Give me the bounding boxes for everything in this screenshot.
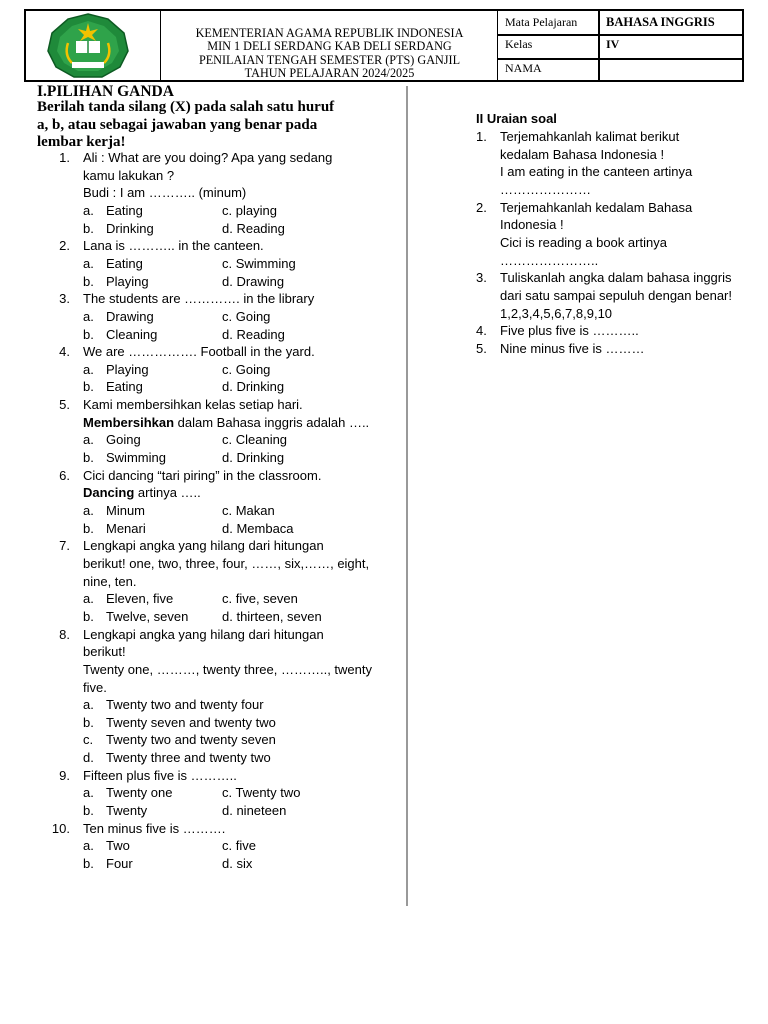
option-letter: b.: [83, 326, 94, 342]
option-text: c. five: [222, 838, 256, 854]
option-text: Eating: [106, 379, 143, 395]
question-number: 4.: [59, 344, 70, 360]
option-letter: a.: [83, 697, 94, 713]
question-text: Fifteen plus five is ………..: [83, 767, 237, 783]
option-text: c. Going: [222, 361, 271, 377]
question-text: Kami membersihkan kelas setiap hari.: [83, 397, 303, 413]
header-line-school: MIN 1 DELI SERDANG KAB DELI SERDANG: [207, 39, 452, 54]
option-letter: c.: [83, 732, 94, 748]
question-number: 3.: [59, 291, 70, 307]
essay-text: Nine minus five is ………: [500, 340, 645, 356]
option-letter: b.: [83, 608, 94, 624]
option-text: d. Reading: [222, 220, 285, 236]
option-letter: b.: [83, 450, 94, 466]
question-text: The students are …………. in the library: [83, 291, 315, 307]
section1-instruction: Berilah tanda silang (X) pada salah satu huruf a, b, atau sebagai jawaban yang benar pada lembar kerja!: [37, 99, 335, 151]
option-text: Menari: [106, 520, 146, 536]
logo-cell: [26, 11, 161, 80]
essay-number: 3.: [476, 270, 487, 286]
question-text: kamu lakukan ?: [83, 167, 175, 183]
header-title: [162, 11, 498, 80]
option-text: Eating: [106, 255, 143, 271]
essay-number: 4.: [476, 323, 487, 339]
option-text: Playing: [106, 361, 149, 377]
option-text: Two: [106, 838, 130, 854]
option-text: Eating: [106, 202, 143, 218]
option-text: d. Reading: [222, 326, 285, 342]
option-text: c. Swimming: [222, 255, 296, 271]
essay-text: Tuliskanlah angka dalam bahasa inggris: [500, 270, 732, 286]
column-divider: [406, 86, 408, 906]
option-letter: a.: [83, 308, 94, 324]
option-text: c. playing: [222, 202, 277, 218]
option-text: c. five, seven: [222, 591, 298, 607]
essay-text: 1,2,3,4,5,6,7,8,9,10: [500, 305, 613, 321]
option-text: Twenty: [106, 803, 148, 819]
option-letter: a.: [83, 202, 94, 218]
essay-text: Terjemahkanlah kalimat berikut: [500, 129, 680, 144]
essay-text: Indonesia !: [500, 217, 564, 233]
option-text: Twenty one: [106, 785, 173, 801]
exam-header: [24, 9, 744, 82]
essay-text: …………………..: [500, 252, 599, 268]
class-label: Kelas: [505, 37, 533, 51]
essay-text: dari satu sampai sepuluh dengan benar!: [500, 287, 732, 303]
subject-value: BAHASA INGGRIS: [606, 15, 715, 29]
option-letter: d.: [83, 750, 94, 766]
option-letter: b.: [83, 803, 94, 819]
option-letter: a.: [83, 591, 94, 607]
question-text: nine, ten.: [83, 573, 137, 589]
option-text: d. Drawing: [222, 273, 285, 289]
option-letter: a.: [83, 503, 94, 518]
option-letter: b.: [83, 273, 94, 289]
kemenag-logo-icon: [46, 13, 130, 79]
essay-text: Five plus five is ………..: [500, 323, 639, 339]
class-value: IV: [606, 37, 620, 51]
question-text: Ten minus five is ……….: [83, 820, 226, 836]
essay-number: 5.: [476, 340, 487, 356]
option-text: Swimming: [106, 450, 166, 466]
question-number: 9.: [59, 767, 70, 783]
option-letter: a.: [83, 432, 94, 448]
keyword: Dancing: [83, 485, 135, 501]
option-text: c. Twenty two: [222, 785, 301, 801]
essay-number: 1.: [476, 129, 487, 144]
question-text: Ali : What are you doing? Apa yang sedang: [83, 150, 333, 165]
header-line-exam: PENILAIAN TENGAH SEMESTER (PTS) GANJIL: [198, 52, 461, 67]
option-text: d. six: [222, 856, 253, 871]
option-text: d. Drinking: [222, 379, 285, 395]
option-text: d. Drinking: [222, 450, 285, 466]
question-number: 6.: [59, 467, 70, 483]
option-text: Eleven, five: [106, 591, 174, 607]
question-text-rest: artinya …..: [134, 485, 201, 501]
essay-text: I am eating in the canteen artinya: [500, 164, 693, 180]
section1-title: I.PILIHAN GANDA: [37, 83, 174, 100]
question-text: berikut!: [83, 644, 126, 660]
subject-label: Mata Pelajaran: [505, 15, 578, 29]
option-letter: a.: [83, 785, 94, 801]
option-letter: b.: [83, 220, 94, 236]
header-line-year: TAHUN PELAJARAN 2024/2025: [244, 66, 415, 81]
question-text: [83, 415, 369, 430]
option-letter: b.: [83, 714, 94, 730]
option-text: Twelve, seven: [106, 608, 189, 624]
essay-text: Terjemahkanlah kedalam Bahasa: [500, 199, 693, 215]
option-text: c. Going: [222, 308, 271, 324]
header-line-ministry: KEMENTERIAN AGAMA REPUBLIK INDONESIA: [195, 26, 464, 40]
option-letter: a.: [83, 838, 94, 854]
question-text: We are ……………. Football in the yard.: [83, 344, 315, 360]
keyword: Membersihkan: [83, 414, 175, 430]
option-text: d. Membaca: [222, 520, 294, 536]
question-text: [83, 485, 201, 500]
option-text: Twenty three and twenty two: [106, 750, 271, 766]
question-number: 8.: [59, 626, 70, 642]
option-text: Going: [106, 432, 141, 448]
question-text: Cici dancing “tari piring” in the classroom.: [83, 467, 322, 483]
option-text: d. thirteen, seven: [222, 608, 322, 624]
option-text: Drawing: [106, 308, 154, 324]
question-text: berikut! one, two, three, four, ……, six,……, eight,: [83, 555, 370, 571]
option-letter: b.: [83, 520, 94, 536]
question-number: 7.: [59, 538, 70, 554]
question-text: Twenty one, ………, twenty three, ……….., twenty: [83, 661, 372, 677]
option-letter: a.: [83, 361, 94, 377]
option-letter: b.: [83, 379, 94, 395]
option-text: Playing: [106, 273, 149, 289]
essay-text: …………………: [500, 181, 591, 197]
option-letter: b.: [83, 856, 94, 871]
name-label: NAMA: [505, 61, 542, 75]
question-text: Lengkapi angka yang hilang dari hitungan: [83, 538, 324, 554]
question-text: Budi : I am ……….. (minum): [83, 185, 247, 201]
essay-number: 2.: [476, 199, 487, 215]
option-text: Twenty two and twenty four: [106, 697, 264, 713]
question-text: five.: [83, 679, 107, 695]
question-number: 2.: [59, 238, 70, 254]
option-text: Cleaning: [106, 326, 158, 342]
option-text: c. Cleaning: [222, 432, 288, 448]
option-text: c. Makan: [222, 503, 275, 518]
option-text: Drinking: [106, 220, 154, 236]
question-number: 1.: [59, 150, 70, 165]
option-letter: a.: [83, 255, 94, 271]
question-text-rest: dalam Bahasa inggris adalah …..: [174, 414, 370, 430]
option-text: Twenty two and twenty seven: [106, 732, 276, 748]
option-text: d. nineteen: [222, 803, 287, 819]
question-text: Lengkapi angka yang hilang dari hitungan: [83, 626, 324, 642]
question-text: Lana is ……….. in the canteen.: [83, 238, 264, 254]
option-text: Twenty seven and twenty two: [106, 714, 276, 730]
essay-text: kedalam Bahasa Indonesia !: [500, 146, 665, 162]
essay-text: Cici is reading a book artinya: [500, 234, 667, 250]
section2-title: II Uraian soal: [476, 111, 557, 126]
question-number: 10.: [51, 820, 70, 836]
name-field[interactable]: [606, 59, 742, 79]
option-text: Four: [106, 856, 133, 871]
question-number: 5.: [59, 397, 70, 413]
option-text: Minum: [106, 503, 146, 518]
